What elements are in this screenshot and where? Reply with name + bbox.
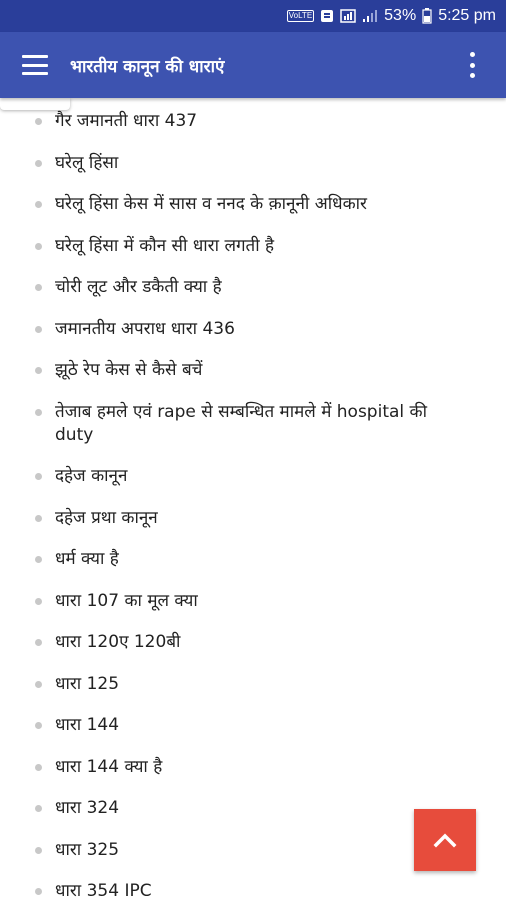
list-item-label: घरेलू हिंसा केस में सास व ननद के क़ानूनी अधिकार — [55, 194, 367, 214]
list-item[interactable] — [0, 235, 506, 258]
hamburger-menu-icon[interactable] — [22, 55, 48, 75]
bullet-icon — [35, 805, 42, 812]
list-item-label: धारा 325 — [55, 839, 120, 860]
bullet-icon — [35, 473, 42, 480]
list-item-label: दहेज प्रथा कानून — [55, 507, 158, 528]
scroll-to-top-button[interactable] — [414, 809, 476, 871]
bullet-icon — [35, 201, 42, 208]
pull-tab[interactable] — [0, 98, 70, 110]
bullet-icon — [35, 598, 42, 605]
volte-indicator: VoLTE — [288, 11, 313, 20]
list-item-label: तेजाब हमले एवं rape से सम्बन्धित मामले में hospital की duty — [55, 401, 427, 445]
list-item-label: धारा 324 — [55, 798, 120, 818]
battery-icon — [422, 8, 432, 24]
list-item-label: धारा 354 IPC — [55, 881, 152, 900]
bullet-icon — [35, 722, 42, 729]
battery-percent: 53% — [384, 7, 417, 24]
bullet-icon — [35, 284, 42, 291]
bullet-icon — [35, 639, 42, 646]
bullet-icon — [35, 118, 42, 125]
list-item[interactable] — [0, 401, 506, 447]
list-item-label: धारा 107 का मूल क्या — [55, 590, 198, 611]
list-item-label: गैर जमानती धारा 437 — [55, 111, 198, 131]
list-item[interactable] — [0, 880, 506, 900]
item-list — [0, 110, 506, 900]
list-item-label: चोरी लूट और डकैती क्या है — [55, 277, 222, 297]
list-item[interactable] — [0, 590, 506, 613]
signal-icon — [362, 9, 378, 23]
bullet-icon — [35, 160, 42, 167]
list-item[interactable] — [0, 507, 506, 530]
list-item[interactable] — [0, 152, 506, 175]
list-item[interactable] — [0, 673, 506, 696]
page-title: भारतीय कानून की धाराएं — [70, 56, 225, 77]
bullet-icon — [35, 367, 42, 374]
list-item[interactable] — [0, 318, 506, 341]
notification-icon — [320, 9, 334, 23]
list-item[interactable] — [0, 465, 506, 488]
status-bar — [0, 0, 506, 32]
bullet-icon — [35, 515, 42, 522]
list-item-label: धारा 144 — [55, 715, 120, 735]
more-vertical-icon[interactable] — [460, 52, 484, 78]
content-list-container[interactable] — [0, 98, 506, 900]
list-item[interactable] — [0, 548, 506, 571]
list-item-label: धारा 120ए 120बी — [55, 632, 181, 652]
image-icon — [340, 9, 356, 23]
list-item-label: झूठे रेप केस से कैसे बचें — [55, 360, 203, 380]
list-item-label: धारा 125 — [55, 673, 120, 694]
list-item-label: दहेज कानून — [55, 466, 128, 486]
list-item[interactable] — [0, 756, 506, 779]
bullet-icon — [35, 409, 42, 416]
bullet-icon — [35, 326, 42, 333]
list-item-label: घरेलू हिंसा में कौन सी धारा लगती है — [55, 235, 275, 256]
list-item[interactable] — [0, 276, 506, 299]
list-item[interactable] — [0, 110, 506, 133]
list-item-label: धर्म क्या है — [55, 549, 119, 569]
bullet-icon — [35, 681, 42, 688]
bullet-icon — [35, 847, 42, 854]
list-item[interactable] — [0, 193, 506, 216]
clock: 5:25 pm — [438, 7, 496, 24]
bullet-icon — [35, 888, 42, 895]
list-item[interactable] — [0, 714, 506, 737]
bullet-icon — [35, 764, 42, 771]
list-item[interactable] — [0, 359, 506, 382]
list-item-label: घरेलू हिंसा — [55, 152, 119, 173]
chevron-up-icon — [433, 832, 457, 848]
bullet-icon — [35, 243, 42, 250]
list-item[interactable] — [0, 631, 506, 654]
bullet-icon — [35, 556, 42, 563]
list-item-label: जमानतीय अपराध धारा 436 — [55, 318, 235, 339]
app-bar — [0, 32, 506, 98]
list-item-label: धारा 144 क्या है — [55, 756, 163, 777]
